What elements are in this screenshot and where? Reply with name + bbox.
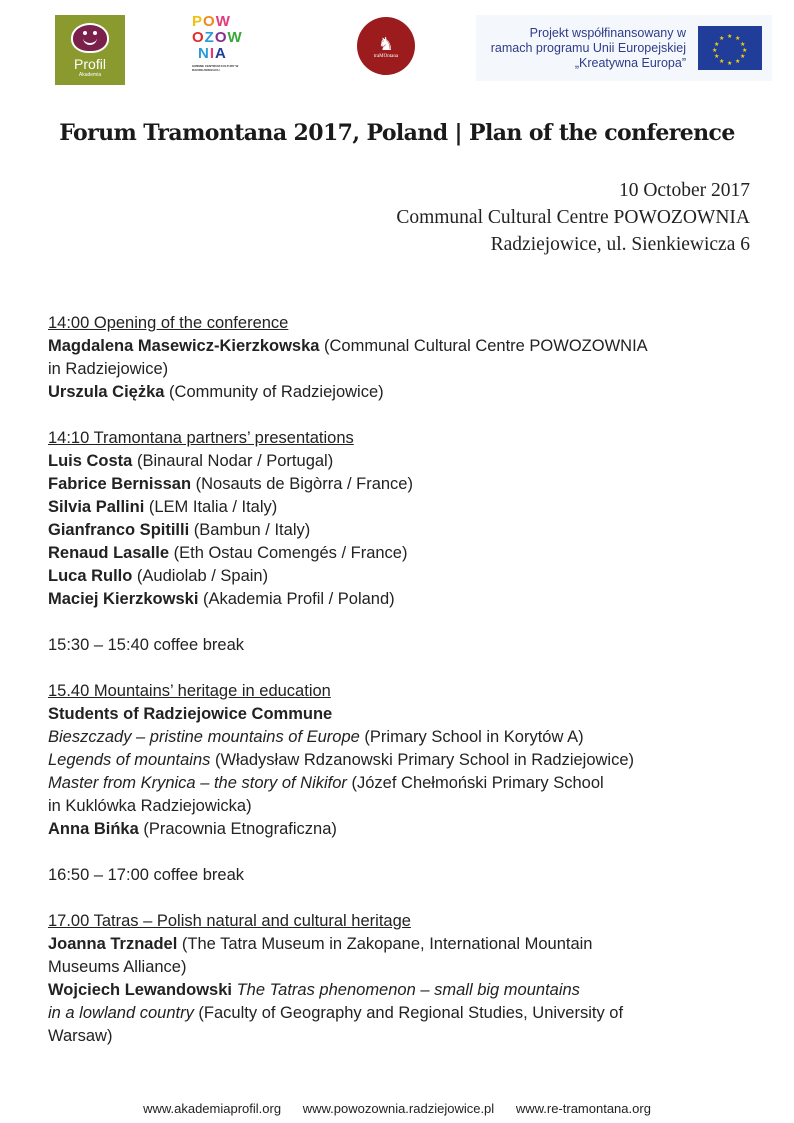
speaker-affiliation: (Nosauts de Bigòrra / France) xyxy=(191,475,413,493)
link-re-tramontana[interactable]: www.re-tramontana.org xyxy=(515,1101,651,1116)
section-title-partners: 14:10 Tramontana partners’ presentations xyxy=(48,429,354,447)
eu-text-line: „Kreatywna Europa” xyxy=(574,55,686,70)
speaker-affiliation: (The Tatra Museum in Zakopane, International Mountain xyxy=(177,935,593,953)
eu-funding-text xyxy=(476,26,686,71)
event-address: Radziejowice, ul. Sienkiewicza 6 xyxy=(490,234,750,255)
list-item xyxy=(48,979,768,1002)
event-meta xyxy=(396,177,750,258)
speaker-affiliation: (Community of Radziejowice) xyxy=(164,383,384,401)
smiley-icon xyxy=(71,23,109,53)
speaker-affiliation-cont: Warsaw) xyxy=(48,1027,113,1045)
eu-text-line: ramach programu Unii Europejskiej xyxy=(490,40,686,55)
speaker-affiliation-cont: Museums Alliance) xyxy=(48,958,187,976)
link-akademiaprofil[interactable]: www.akademiaprofil.org xyxy=(143,1101,282,1116)
list-item xyxy=(48,588,768,611)
speaker-name: Maciej Kierzkowski xyxy=(48,590,199,608)
tramontana-label: traMOntana xyxy=(373,53,399,59)
talk-title: The Tatras phenomenon – small big mountains xyxy=(232,981,580,999)
section-title-education: 15.40 Mountains’ heritage in education xyxy=(48,682,331,700)
speaker-name: Joanna Trznadel xyxy=(48,935,178,953)
coffee-break: 16:50 – 17:00 coffee break xyxy=(48,866,245,884)
powozownia-line-2: OZOW xyxy=(192,29,243,46)
speaker-affiliation: (Faculty of Geography and Regional Studies, University of xyxy=(193,1004,624,1022)
list-item xyxy=(48,335,768,358)
group-label: Students of Radziejowice Commune xyxy=(48,705,333,723)
speaker-affiliation-cont: in Radziejowice) xyxy=(48,360,169,378)
speaker-name: Urszula Ciężka xyxy=(48,383,165,401)
list-item xyxy=(48,381,768,404)
event-venue: Communal Cultural Centre POWOZOWNIA xyxy=(396,207,750,228)
eu-funding-banner xyxy=(476,15,772,81)
speaker-affiliation: (Pracownia Etnograficzna) xyxy=(138,820,337,838)
speaker-name: Anna Bińka xyxy=(48,820,139,838)
profil-logo-subtitle: Akademia xyxy=(78,72,102,78)
powozownia-line-3: NIA xyxy=(198,45,227,62)
speaker-name: Gianfranco Spitilli xyxy=(48,521,190,539)
speaker-name: Luca Rullo xyxy=(48,567,133,585)
list-item xyxy=(48,519,768,542)
talk-school: (Primary School in Korytów A) xyxy=(359,728,584,746)
event-date: 10 October 2017 xyxy=(618,180,750,201)
profil-logo-title: Profil xyxy=(74,56,106,72)
tramontana-logo xyxy=(357,17,415,75)
conference-program xyxy=(48,312,768,1048)
talk-school-cont: in Kuklówka Radziejowicka) xyxy=(48,797,252,815)
powozownia-subtitle: GMINNE CENTRUM KULTURY W RADZIEJOWICACH xyxy=(192,64,239,72)
link-powozownia[interactable]: www.powozownia.radziejowice.pl xyxy=(302,1101,495,1116)
list-item xyxy=(48,749,768,772)
list-item xyxy=(48,726,768,749)
list-item xyxy=(48,496,768,519)
page-title: Forum Tramontana 2017, Poland | Plan of the conference xyxy=(59,120,735,146)
list-item xyxy=(48,772,768,795)
talk-title: Legends of mountains xyxy=(48,751,211,769)
list-item xyxy=(48,565,768,588)
speaker-affiliation: (Eth Ostau Comengés / France) xyxy=(169,544,408,562)
speaker-name: Silvia Pallini xyxy=(48,498,145,516)
talk-title: Master from Krynica – the story of Nikifor xyxy=(48,774,347,792)
talk-school: (Władysław Rdzanowski Primary School in Radziejowice) xyxy=(210,751,635,769)
speaker-affiliation: (Bambun / Italy) xyxy=(189,521,311,539)
speaker-affiliation: (Communal Cultural Centre POWOZOWNIA xyxy=(319,337,648,355)
list-item xyxy=(48,818,768,841)
powozownia-line-1: POW xyxy=(192,13,231,30)
speaker-name: Wojciech Lewandowski xyxy=(48,981,232,999)
speaker-affiliation: (Akademia Profil / Poland) xyxy=(198,590,395,608)
speaker-name: Fabrice Bernissan xyxy=(48,475,192,493)
section-title-opening: 14:00 Opening of the conference xyxy=(48,314,289,332)
list-item xyxy=(48,933,768,956)
section-title-tatras: 17.00 Tatras – Polish natural and cultural heritage xyxy=(48,912,411,930)
list-item xyxy=(48,450,768,473)
speaker-name: Magdalena Masewicz-Kierzkowska xyxy=(48,337,320,355)
speaker-affiliation: (Binaural Nodar / Portugal) xyxy=(132,452,334,470)
list-item xyxy=(48,542,768,565)
footer-links xyxy=(0,1101,794,1116)
group-name xyxy=(48,703,768,726)
eu-flag-icon: ★ ★ ★ ★ ★ ★ ★ ★ ★ ★ ★ ★ xyxy=(698,26,762,70)
speaker-name: Luis Costa xyxy=(48,452,133,470)
list-item xyxy=(48,473,768,496)
coffee-break: 15:30 – 15:40 coffee break xyxy=(48,636,245,654)
list-item-cont xyxy=(48,1002,768,1025)
akademia-profil-logo xyxy=(55,15,125,85)
speaker-affiliation: (Audiolab / Spain) xyxy=(132,567,269,585)
talk-title: Bieszczady – pristine mountains of Europe xyxy=(48,728,360,746)
speaker-affiliation: (LEM Italia / Italy) xyxy=(144,498,278,516)
eu-text-line: Projekt współfinansowany w xyxy=(529,25,686,40)
powozownia-logo xyxy=(192,14,254,80)
talk-school: (Józef Chełmoński Primary School xyxy=(346,774,604,792)
talk-title-cont: in a lowland country xyxy=(48,1004,194,1022)
weathervane-goat-icon: ♞ xyxy=(377,33,395,54)
speaker-name: Renaud Lasalle xyxy=(48,544,170,562)
